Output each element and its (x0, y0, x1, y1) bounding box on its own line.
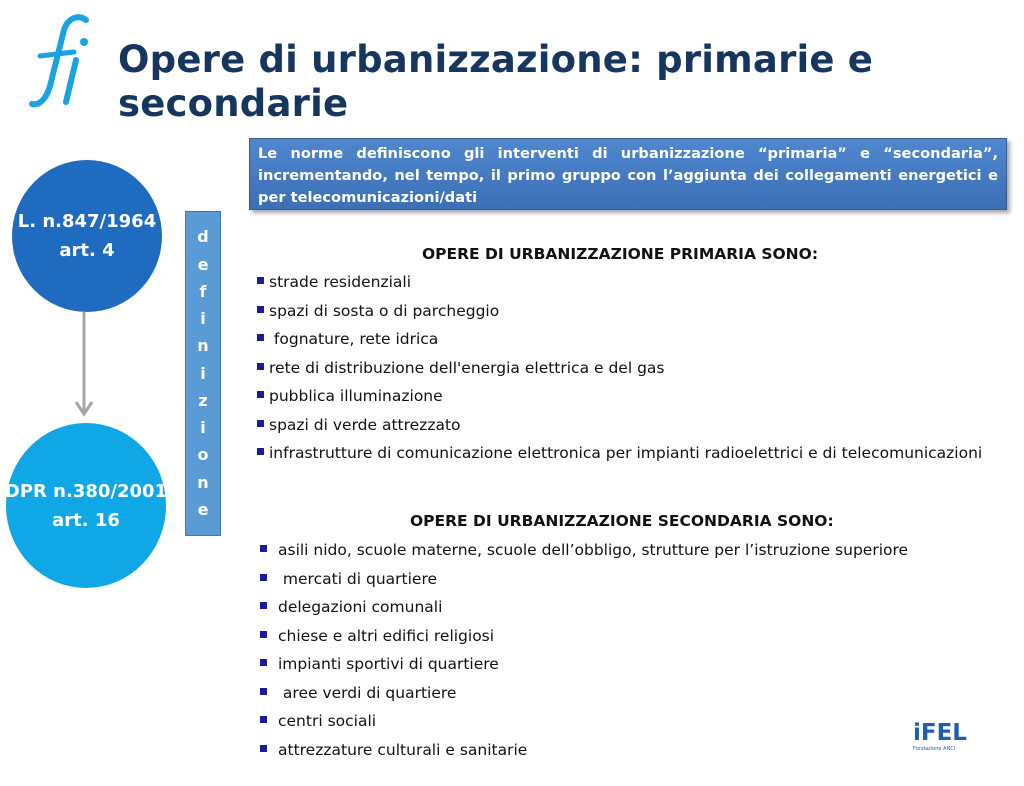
square-bullet-icon (257, 306, 264, 313)
secondary-list (257, 536, 999, 764)
list-item: attrezzature culturali e sanitarie (257, 736, 999, 765)
vertical-letter: o (197, 445, 209, 465)
law-circle-2-line1: DPR n.380/2001 (4, 480, 168, 502)
vertical-letter: n (197, 336, 209, 356)
square-bullet-icon (260, 602, 267, 609)
square-bullet-icon (260, 545, 267, 552)
list-item: chiese e altri edifici religiosi (257, 622, 999, 651)
list-item: rete di distribuzione dell'energia elettrica e del gas (257, 354, 999, 383)
square-bullet-icon (257, 363, 264, 370)
vertical-letter: i (200, 309, 206, 328)
ifel-logo-subtitle: Fondazione ANCI (913, 746, 956, 752)
vertical-letter: e (197, 499, 209, 519)
list-item: fognature, rete idrica (257, 325, 999, 354)
list-item: delegazioni comunali (257, 593, 999, 622)
vertical-letter: i (200, 363, 206, 383)
vertical-letter: z (198, 390, 208, 410)
definizione-vertical-label (185, 211, 221, 536)
list-item: aree verdi di quartiere (257, 679, 999, 708)
square-bullet-icon (260, 688, 267, 695)
square-bullet-icon (257, 391, 264, 398)
list-item: asili nido, scuole materne, scuole dell’obbligo, strutture per l’istruzione superiore (257, 536, 999, 565)
ifel-logo (913, 721, 965, 761)
law-circle-2 (6, 423, 166, 588)
list-item: infrastrutture di comunicazione elettronica per impianti radioelettrici e di telecomunicazioni (257, 439, 999, 468)
primary-heading: OPERE DI URBANIZZAZIONE PRIMARIA SONO: (422, 245, 819, 263)
list-item: spazi di verde attrezzato (257, 411, 999, 440)
list-item: impianti sportivi di quartiere (257, 650, 999, 679)
law-circle-2-line2: art. 16 (52, 509, 120, 531)
primary-list (257, 268, 999, 468)
vertical-letter: n (197, 472, 209, 492)
list-item: pubblica illuminazione (257, 382, 999, 411)
vertical-letter: e (197, 254, 209, 274)
square-bullet-icon (257, 277, 264, 284)
square-bullet-icon (257, 448, 264, 455)
square-bullet-icon (257, 334, 264, 341)
square-bullet-icon (257, 420, 264, 427)
square-bullet-icon (260, 574, 267, 581)
square-bullet-icon (260, 745, 267, 752)
vertical-letter: d (197, 227, 209, 247)
vertical-letter: f (199, 281, 207, 301)
list-item: strade residenziali (257, 268, 999, 297)
square-bullet-icon (260, 631, 267, 638)
law-circle-1-line2: art. 4 (59, 240, 115, 261)
square-bullet-icon (260, 659, 267, 666)
intro-box: Le norme definiscono gli interventi di urbanizzazione “primaria” e “secondaria”, incrementando, nel tempo, il primo gruppo con l’aggiunta dei collegamenti energetici e per telecomunicazioni/dati (249, 138, 1007, 210)
list-item: spazi di sosta o di parcheggio (257, 297, 999, 326)
square-bullet-icon (260, 716, 267, 723)
secondary-heading: OPERE DI URBANIZZAZIONE SECONDARIA SONO: (410, 512, 834, 530)
list-item: mercati di quartiere (257, 565, 999, 594)
vertical-letter: i (200, 418, 206, 437)
list-item: centri sociali (257, 707, 999, 736)
ifel-logo-text: iFEL (913, 720, 967, 746)
law-circle-1-line1: L. n.847/1964 (17, 211, 157, 232)
page-title: Opere di urbanizzazione: primarie e secondarie (118, 38, 874, 125)
